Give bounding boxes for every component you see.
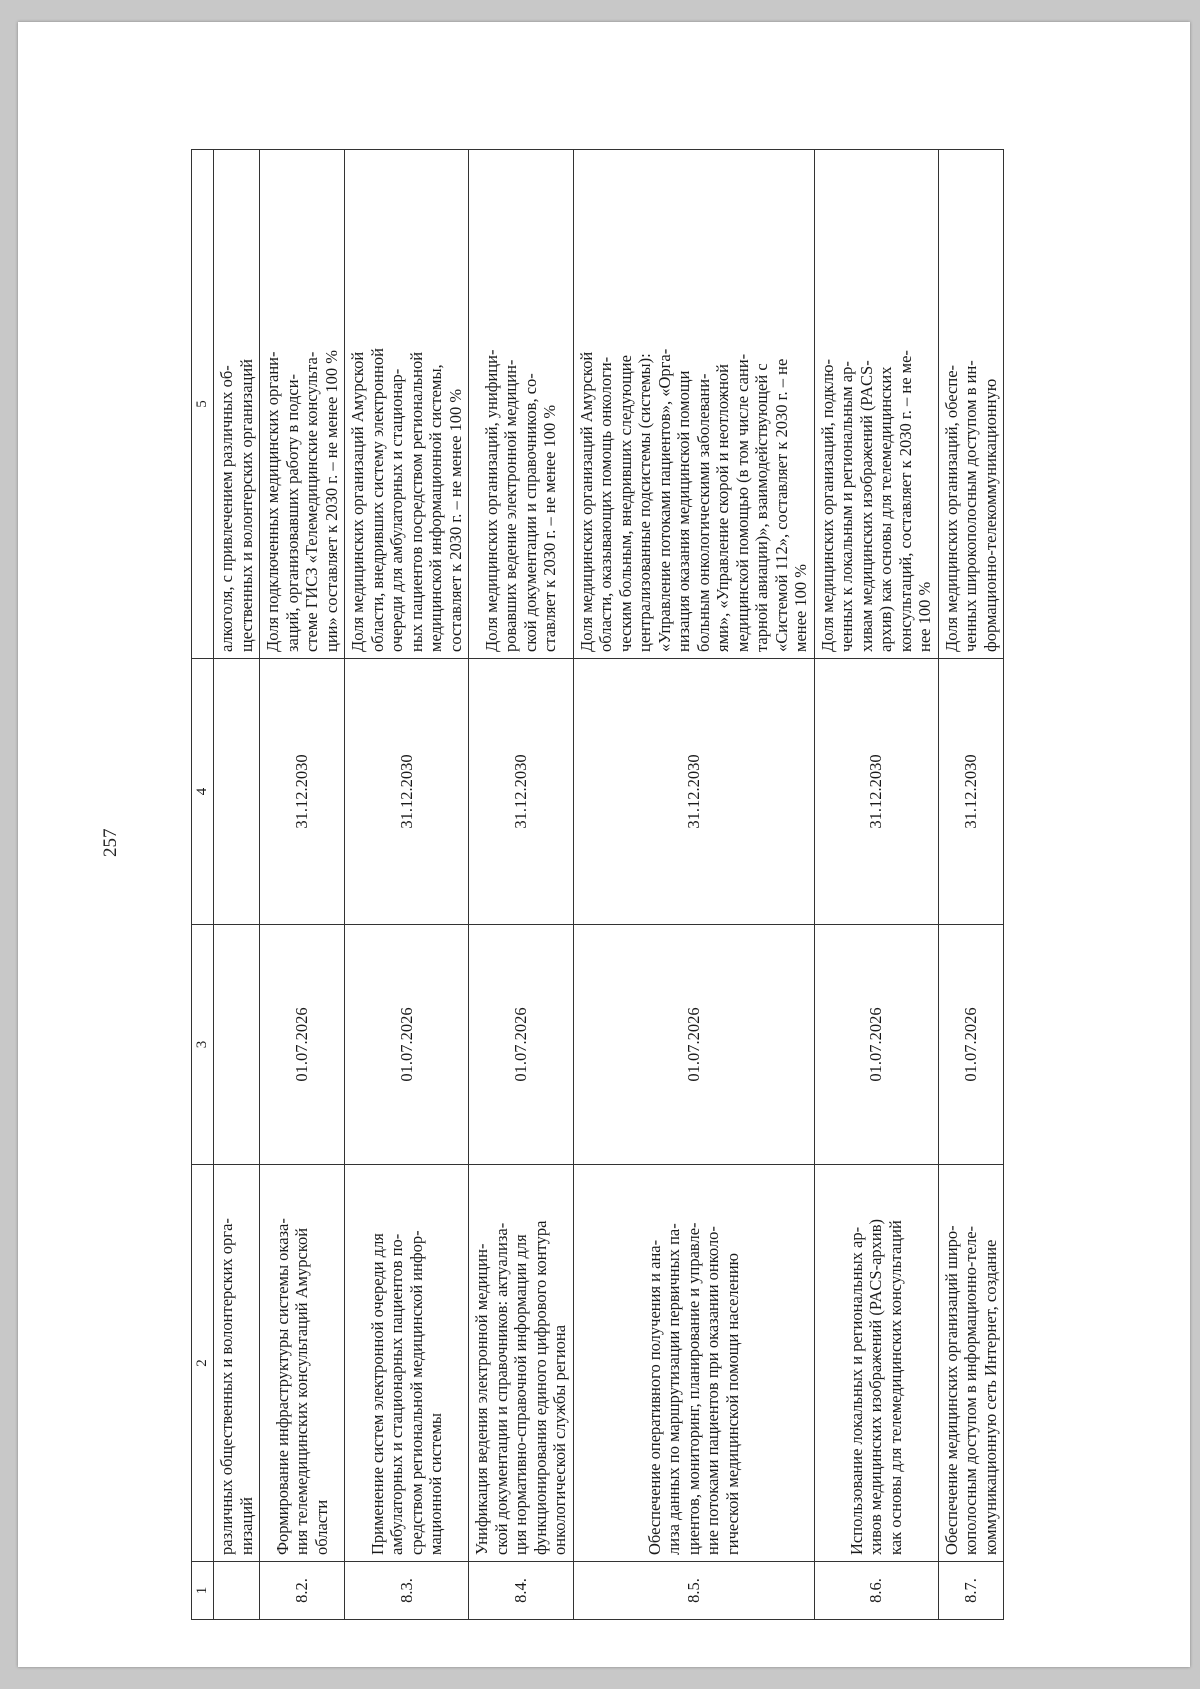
indicator-cell: Доля подключенных медицинских органи- заций, организовавших работу в подси- стеме ГИСЗ «Телемедицинские консульта- ции» составляет к 2030 г. – не менее 100 % xyxy=(260,150,345,659)
indicator-cell: Доля медицинских организаций, унифици- ровавших ведение электронной медицин- ской документации и справочников, со- ставляет к 2030 г. – не менее 100 % xyxy=(469,150,574,659)
indicator-cell: Доля медицинских организаций, обеспе- ченных широкополосным доступом в ин- формационно-телекоммуникационную xyxy=(938,150,1004,659)
start-date-cell: 01.07.2026 xyxy=(345,925,469,1165)
start-date-cell xyxy=(214,925,260,1165)
row-number: 8.7. xyxy=(938,1562,1004,1620)
header-row xyxy=(192,150,214,1620)
table-row xyxy=(573,150,814,1620)
activity-cell: Обеспечение оперативного получения и ана- лиза данных по маршрутизации первичных па- циентов, мониторинг, планирование и управле- ние потоками пациентов при оказании онколо- гической медицинской помощи населению xyxy=(573,1165,814,1562)
end-date-cell: 31.12.2030 xyxy=(260,659,345,925)
table-row xyxy=(814,150,938,1620)
page-number: 257 xyxy=(100,828,121,857)
indicator-cell: Доля медицинских организаций Амурской области, внедривших систему электронной очереди для амбулаторных и стационар- ных пациентов посредством региональной медицинской информационной системы, составляет к 2030 г. – не менее 100 % xyxy=(345,150,469,659)
indicator-cell: алкоголя, с привлечением различных об- щественных и волонтерских организаций xyxy=(214,150,260,659)
indicator-cell: Доля медицинских организаций, подклю- ченных к локальным и региональным ар- хивам медицинских изображений (PACS- архив) как основы для телемедицинских консультаций, составляет к 2030 г. – не ме- нее 100 % xyxy=(814,150,938,659)
header-cell: 4 xyxy=(192,659,214,925)
row-number: 8.5. xyxy=(573,1562,814,1620)
row-number xyxy=(214,1562,260,1620)
end-date-cell: 31.12.2030 xyxy=(938,659,1004,925)
header-cell: 2 xyxy=(192,1165,214,1562)
start-date-cell: 01.07.2026 xyxy=(573,925,814,1165)
table-row xyxy=(214,150,260,1620)
rotated-table-container xyxy=(191,150,1004,1620)
header-cell: 5 xyxy=(192,150,214,659)
table-row xyxy=(345,150,469,1620)
header-cell: 1 xyxy=(192,1562,214,1620)
table-row xyxy=(260,150,345,1620)
row-number: 8.3. xyxy=(345,1562,469,1620)
activity-cell: Обеспечение медицинских организаций широ- кополосным доступом в информационно-теле- коммуникационную сеть Интернет, создание xyxy=(938,1165,1004,1562)
indicator-cell: Доля медицинских организаций Амурской области, оказывающих помощь онкологи- ческим больным, внедривших следующие централизованные подсистемы (системы): «Управление потоками пациентов», «Орга- низация оказания медицинской помощи больным онкологическими заболевани- ями», «Управление скорой и неотложной медицинской помощью (в том числе сани- тарной авиации)», взаимодействующей с «Системой 112», составляет к 2030 г. – не менее 100 % xyxy=(573,150,814,659)
start-date-cell: 01.07.2026 xyxy=(938,925,1004,1165)
activity-cell: Применение систем электронной очереди для амбулаторных и стационарных пациентов по- средством региональной медицинской инфор- мационной системы xyxy=(345,1165,469,1562)
header-cell: 3 xyxy=(192,925,214,1165)
start-date-cell: 01.07.2026 xyxy=(260,925,345,1165)
row-number: 8.2. xyxy=(260,1562,345,1620)
start-date-cell: 01.07.2026 xyxy=(814,925,938,1165)
start-date-cell: 01.07.2026 xyxy=(469,925,574,1165)
activity-cell: Формирование инфраструктуры системы оказа- ния телемедицинских консультаций Амурской области xyxy=(260,1165,345,1562)
activities-table xyxy=(191,149,1004,1620)
end-date-cell: 31.12.2030 xyxy=(814,659,938,925)
row-number: 8.6. xyxy=(814,1562,938,1620)
activity-cell: различных общественных и волонтерских орга- низаций xyxy=(214,1165,260,1562)
activity-cell: Использование локальных и региональных ар- хивов медицинских изображений (PACS-архив) как основы для телемедицинских консультаций xyxy=(814,1165,938,1562)
table-row xyxy=(469,150,574,1620)
document-page xyxy=(18,22,1190,1667)
end-date-cell: 31.12.2030 xyxy=(469,659,574,925)
end-date-cell: 31.12.2030 xyxy=(345,659,469,925)
activity-cell: Унификация ведения электронной медицин- ской документации и справочников: актуализа- ция нормативно-справочной информации для функционирования единого цифрового контура онкологической службы региона xyxy=(469,1165,574,1562)
end-date-cell: 31.12.2030 xyxy=(573,659,814,925)
table-row xyxy=(938,150,1004,1620)
row-number: 8.4. xyxy=(469,1562,574,1620)
end-date-cell xyxy=(214,659,260,925)
